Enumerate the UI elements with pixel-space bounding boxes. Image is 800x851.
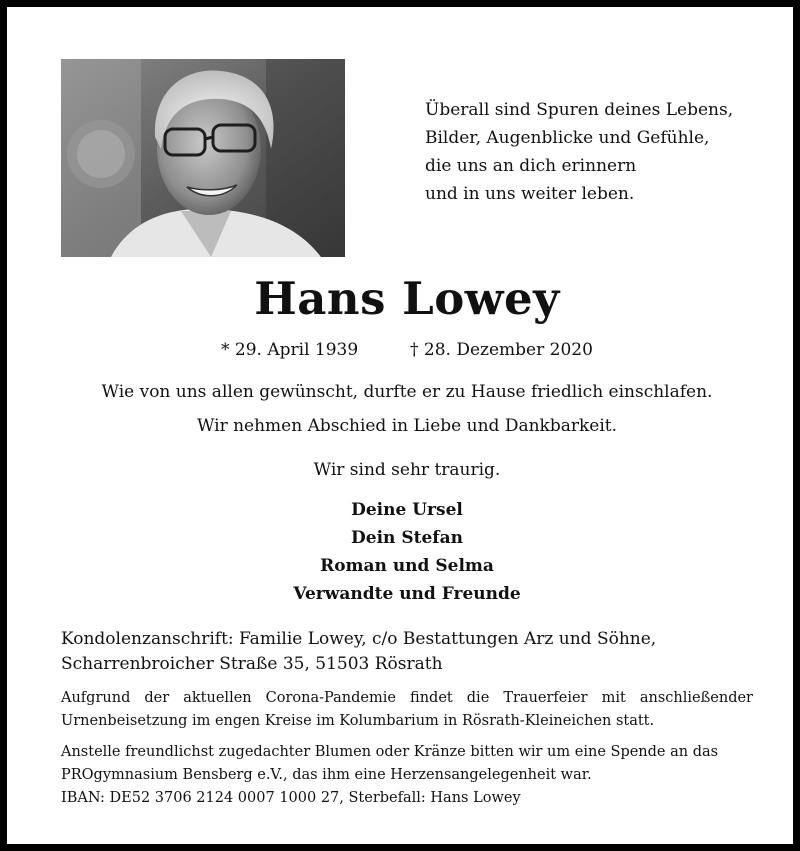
condolence-line-1: Kondolenzanschrift: Familie Lowey, c/o Bestattungen Arz und Söhne, xyxy=(61,629,657,649)
condolence-line-2: Scharrenbroicher Straße 35, 51503 Rösrath xyxy=(61,654,443,674)
notice-line-2: Urnenbeisetzung im engen Kreise im Kolumbarium in Rösrath-Kleineichen statt. xyxy=(61,713,655,729)
mourner: Deine Ursel xyxy=(351,500,463,520)
notice-line-1: Aufgrund der aktuellen Corona-Pandemie findet die Trauerfeier mit anschließender xyxy=(61,690,753,706)
poem-line: Bilder, Augenblicke und Gefühle, xyxy=(425,128,710,148)
portrait-photo xyxy=(61,59,345,257)
poem-line: Überall sind Spuren deines Lebens, xyxy=(425,100,734,120)
donation-line-3: IBAN: DE52 3706 2124 0007 1000 27, Sterbefall: Hans Lowey xyxy=(61,790,521,806)
message-line-3: Wir sind sehr traurig. xyxy=(313,460,501,480)
mourner: Roman und Selma xyxy=(320,556,494,576)
mourner: Verwandte und Freunde xyxy=(293,584,521,604)
message-line-1: Wie von uns allen gewünscht, durfte er zu Hause friedlich einschlafen. xyxy=(101,382,713,402)
deceased-name: Hans Lowey xyxy=(254,272,560,325)
death-date: † 28. Dezember 2020 xyxy=(410,340,593,360)
donation-notice xyxy=(61,741,753,810)
donation-line-2: PROgymnasium Bensberg e.V., das ihm eine Herzensangelegenheit war. xyxy=(61,767,592,783)
message-line-2: Wir nehmen Abschied in Liebe und Dankbarkeit. xyxy=(196,416,618,436)
donation-line-1: Anstelle freundlichst zugedachter Blumen oder Kränze bitten wir um eine Spende an das xyxy=(61,744,719,760)
condolence-address xyxy=(61,627,761,677)
poem-line: die uns an dich erinnern xyxy=(425,156,637,176)
poem xyxy=(425,96,785,208)
funeral-notice xyxy=(61,687,753,733)
mourner: Dein Stefan xyxy=(351,528,463,548)
poem-line: und in uns weiter leben. xyxy=(425,184,635,204)
mourners-list xyxy=(7,496,800,608)
birth-date: * 29. April 1939 xyxy=(221,340,359,360)
